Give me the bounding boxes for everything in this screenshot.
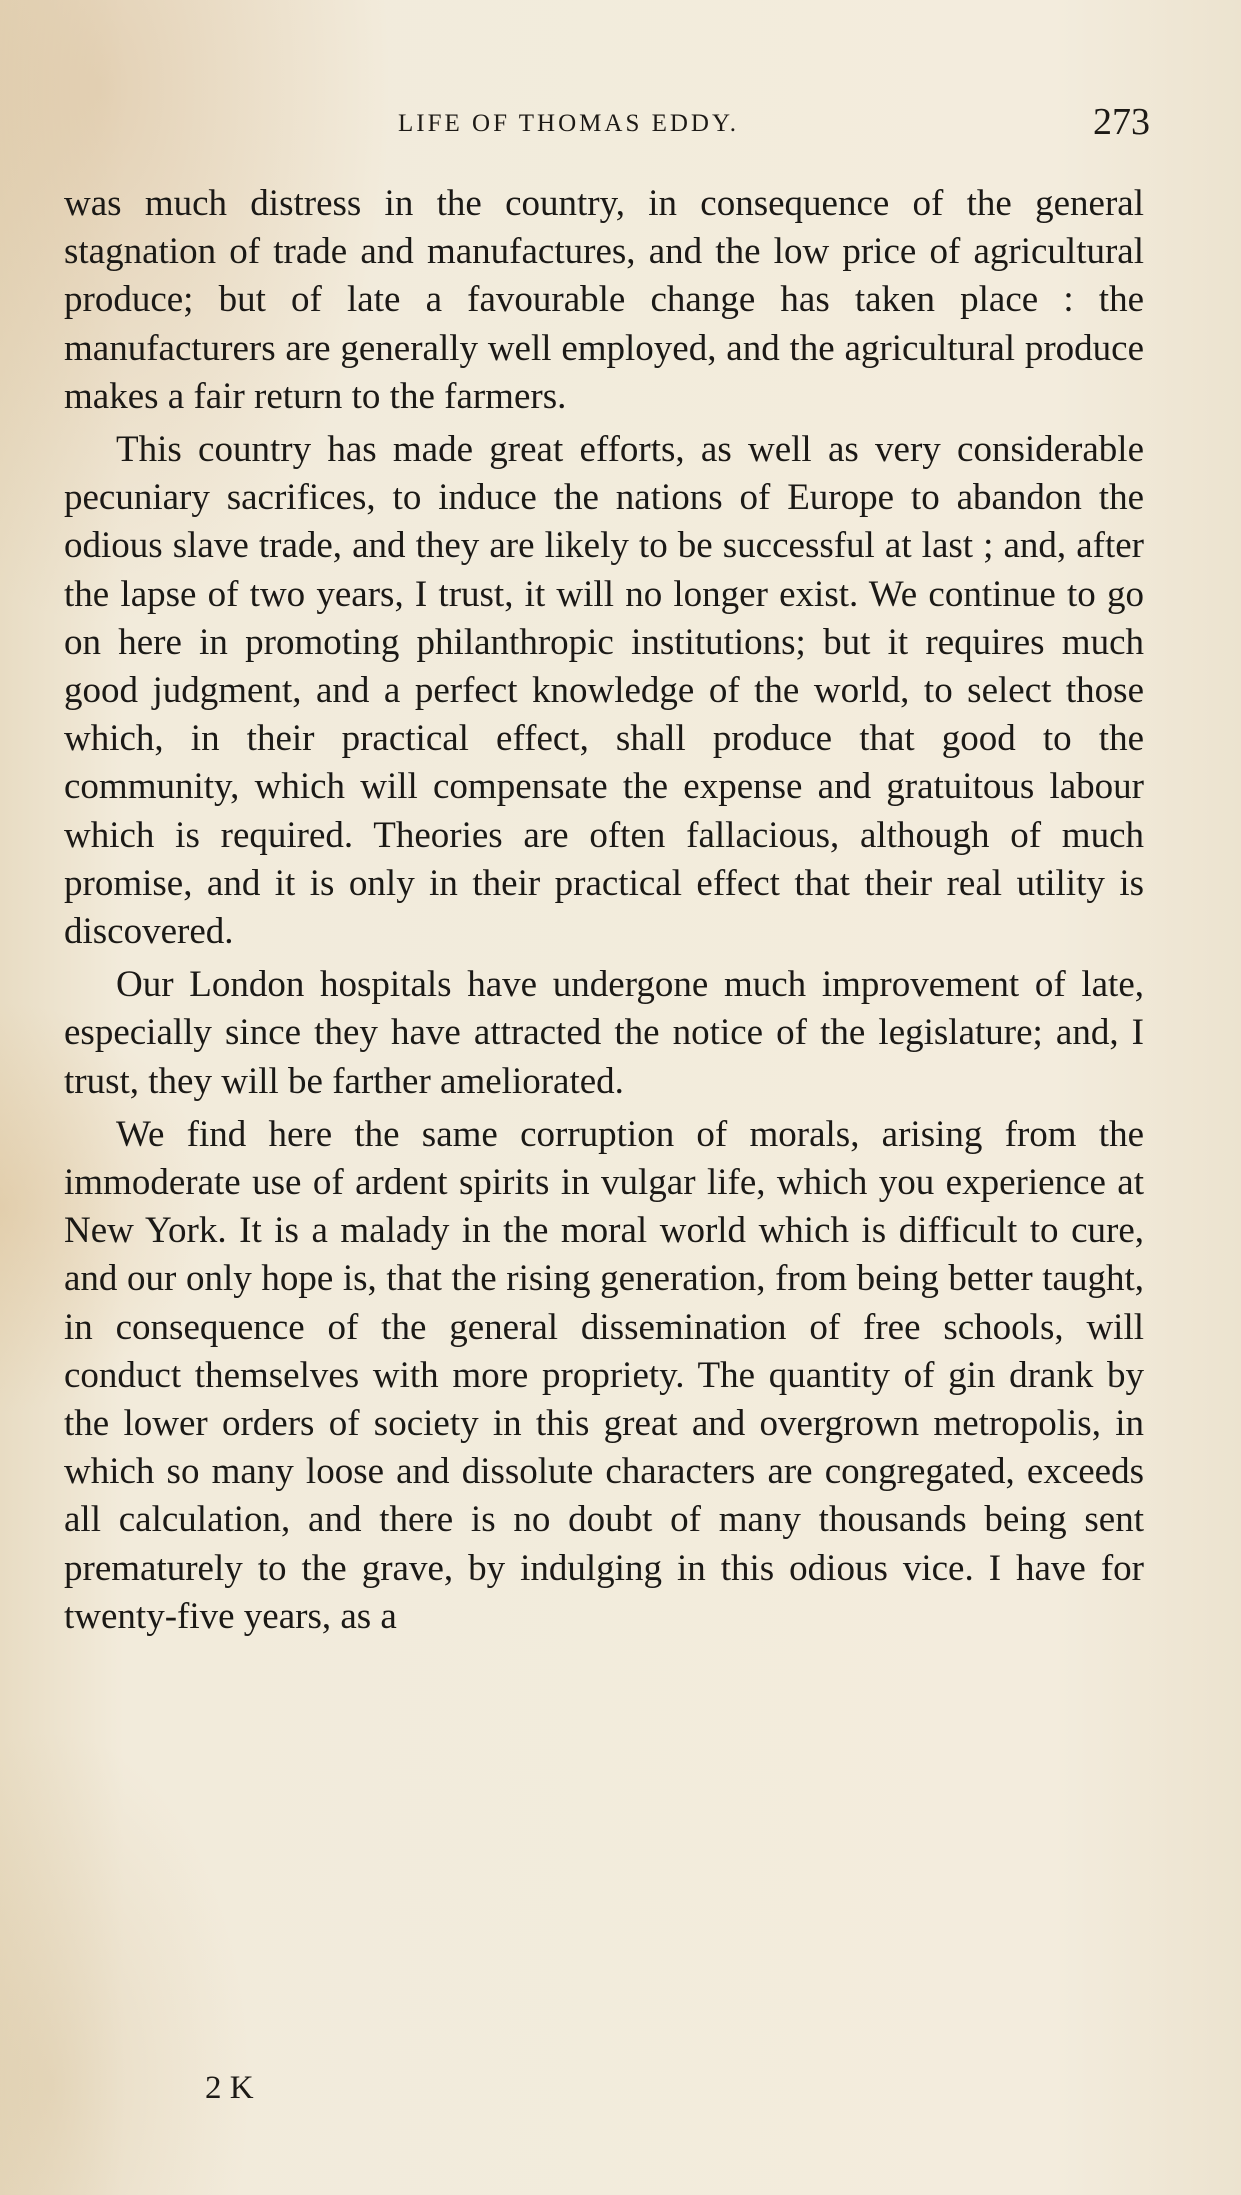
paragraph-ardent-spirits: We find here the same corruption of morals, arising from the immoderate use of ardent spirits in vulgar life, which you experience at New York. It is a malady in the moral world which is difficult to cure, and our only hope is, that the rising generation, from being better taught, in consequence of the general dissemination of free schools, will conduct themselves with more propriety. The quantity of gin drank by the lower orders of society in this great and overgrown metropolis, in which so many loose and dissolute characters are congregated, exceeds all calculation, and there is no doubt of many thousands being sent prematurely to the grave, by indulging in this odious vice. I have for twenty-five years, as a bbox=[64, 1113, 1144, 1637]
signature-mark: 2 K bbox=[205, 2070, 254, 2106]
paragraph-hospitals: Our London hospitals have undergone much improvement of late, especially since they have attracted the notice of the legislature; and, I trust, they will be farther ameliorated. bbox=[64, 964, 1144, 1102]
body-text bbox=[64, 180, 1144, 1646]
paragraph-continuation: was much distress in the country, in consequence of the general stagnation of trade and manufactures, and the low price of agricultural produce; but of late a favourable change has taken place : the manufacturers are generally well employed, and the agricultural produce makes a fair return to the farmers. bbox=[64, 183, 1144, 417]
page-header bbox=[60, 100, 1150, 150]
paragraph-slave-trade: This country has made great efforts, as well as very considerable pecuniary sacrifices, to induce the nations of Europe to abandon the odious slave trade, and they are likely to be successful at last ; and, after the lapse of two years, I trust, it will no longer exist. We continue to go on here in promoting philanthropic institutions; but it requires much good judgment, and a perfect knowledge of the world, to select those which, in their practical effect, shall produce that good to the community, which will compensate the expense and gratuitous labour which is required. Theories are often fallacious, although of much promise, and it is only in their practical effect that their real utility is discovered. bbox=[64, 429, 1144, 953]
page-number: 273 bbox=[1093, 101, 1150, 143]
running-title: LIFE OF THOMAS EDDY. bbox=[398, 110, 740, 137]
